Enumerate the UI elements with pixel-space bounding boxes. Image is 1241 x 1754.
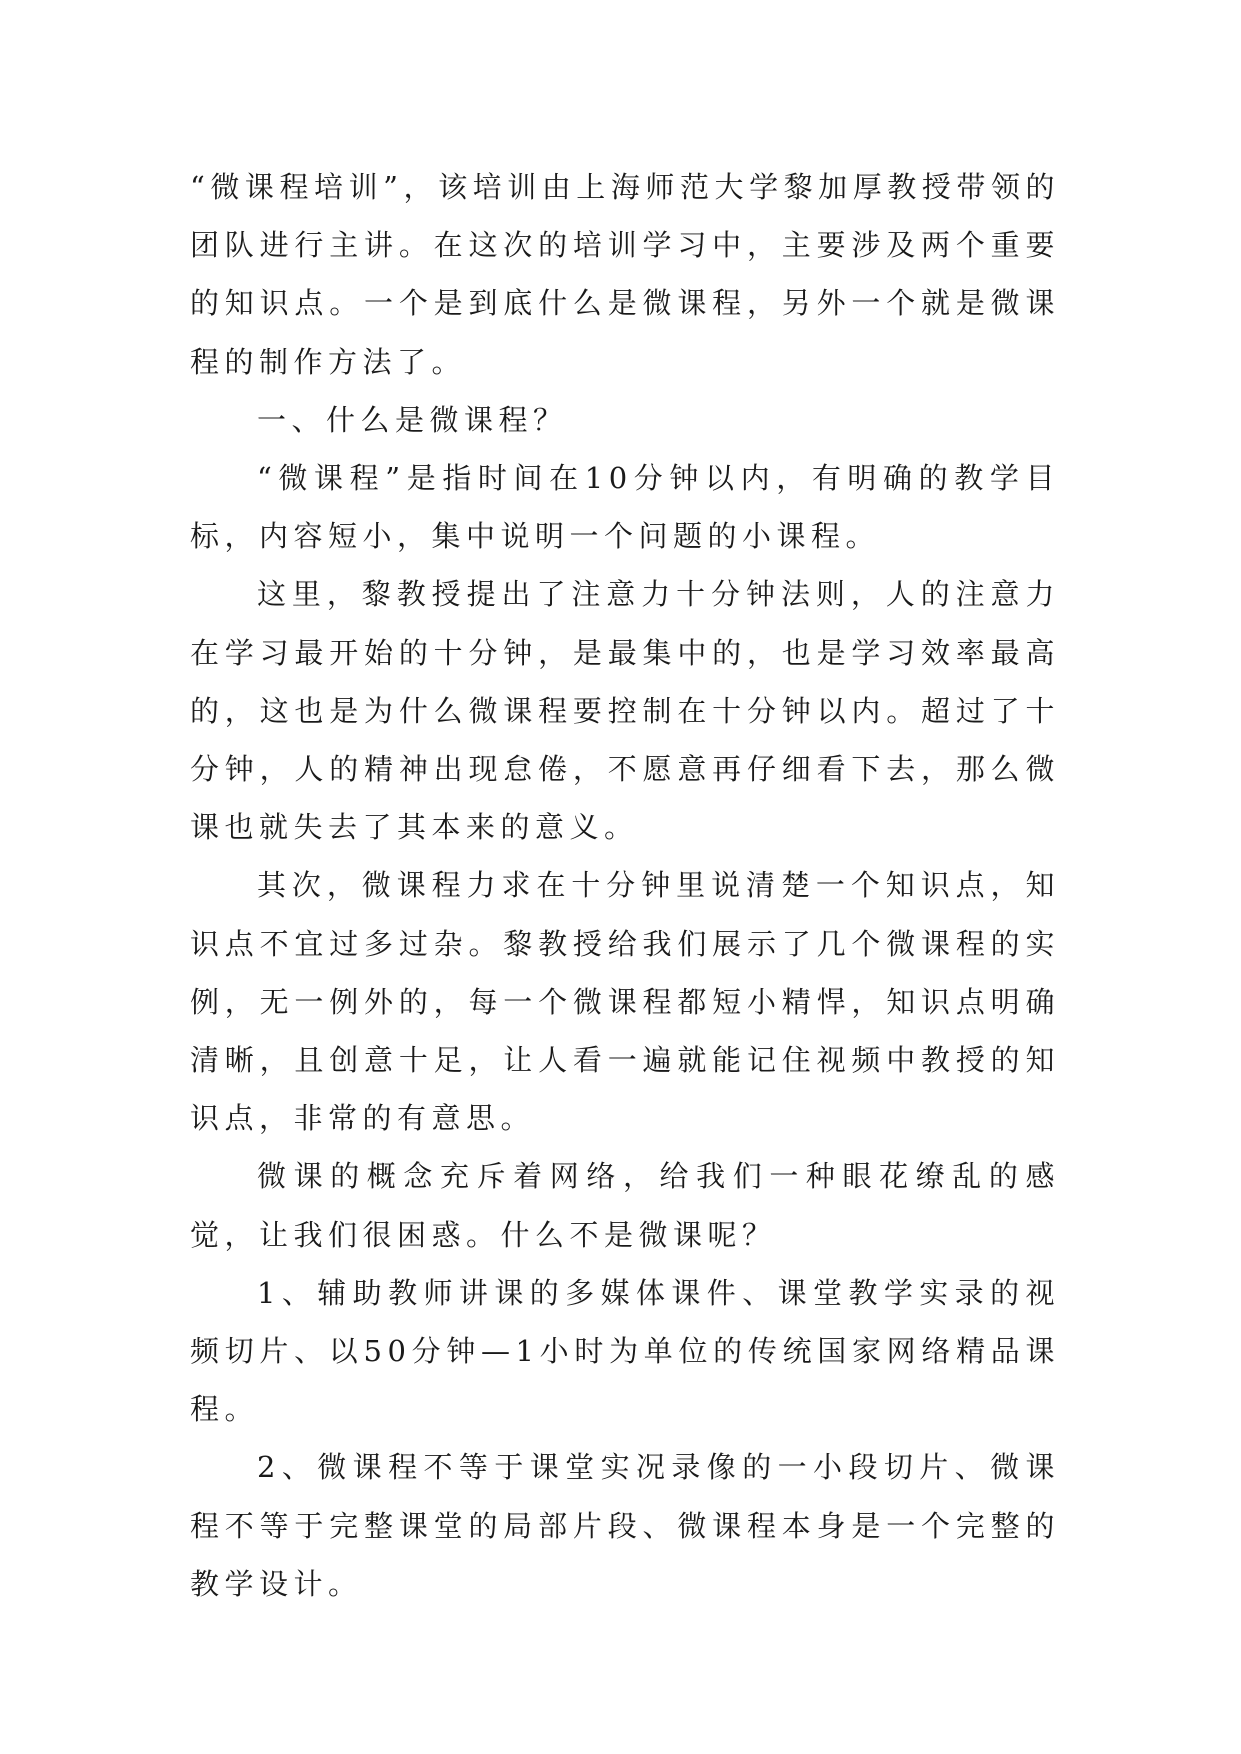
document-body [190,158,1060,1613]
list-item-2: 2、微课程不等于课堂实况录像的一小段切片、微课程不等于完整课堂的局部片段、微课程本身是一个完整的教学设计。 [190,1450,1060,1601]
paragraph-definition: “微课程”是指时间在10分钟以内，有明确的教学目标，内容短小，集中说明一个问题的小课程。 [190,461,1060,554]
paragraph-intro: “微课程培训”，该培训由上海师范大学黎加厚教授带领的团队进行主讲。在这次的培训学习中，主要涉及两个重要的知识点。一个是到底什么是微课程，另外一个就是微课程的制作方法了。 [190,170,1060,379]
paragraph-attention-rule: 这里，黎教授提出了注意力十分钟法则，人的注意力在学习最开始的十分钟，是最集中的，也是学习效率最高的，这也是为什么微课程要控制在十分钟以内。超过了十分钟，人的精神出现怠倦，不愿意再仔细看下去，那么微课也就失去了其本来的意义。 [190,577,1060,845]
paragraph-concept-confusion: 微课的概念充斥着网络，给我们一种眼花缭乱的感觉，让我们很困惑。什么不是微课呢？ [190,1159,1060,1252]
section-heading: 一、什么是微课程？ [257,402,568,437]
list-item-1: 1、辅助教师讲课的多媒体课件、课堂教学实录的视频切片、以50分钟—1小时为单位的传统国家网络精品课程。 [190,1275,1060,1427]
paragraph-knowledge-point: 其次，微课程力求在十分钟里说清楚一个知识点，知识点不宜过多过杂。黎教授给我们展示了几个微课程的实例，无一例外的，每一个微课程都短小精悍，知识点明确清晰，且创意十足，让人看一遍就能记住视频中教授的知识点，非常的有意思。 [190,868,1060,1136]
